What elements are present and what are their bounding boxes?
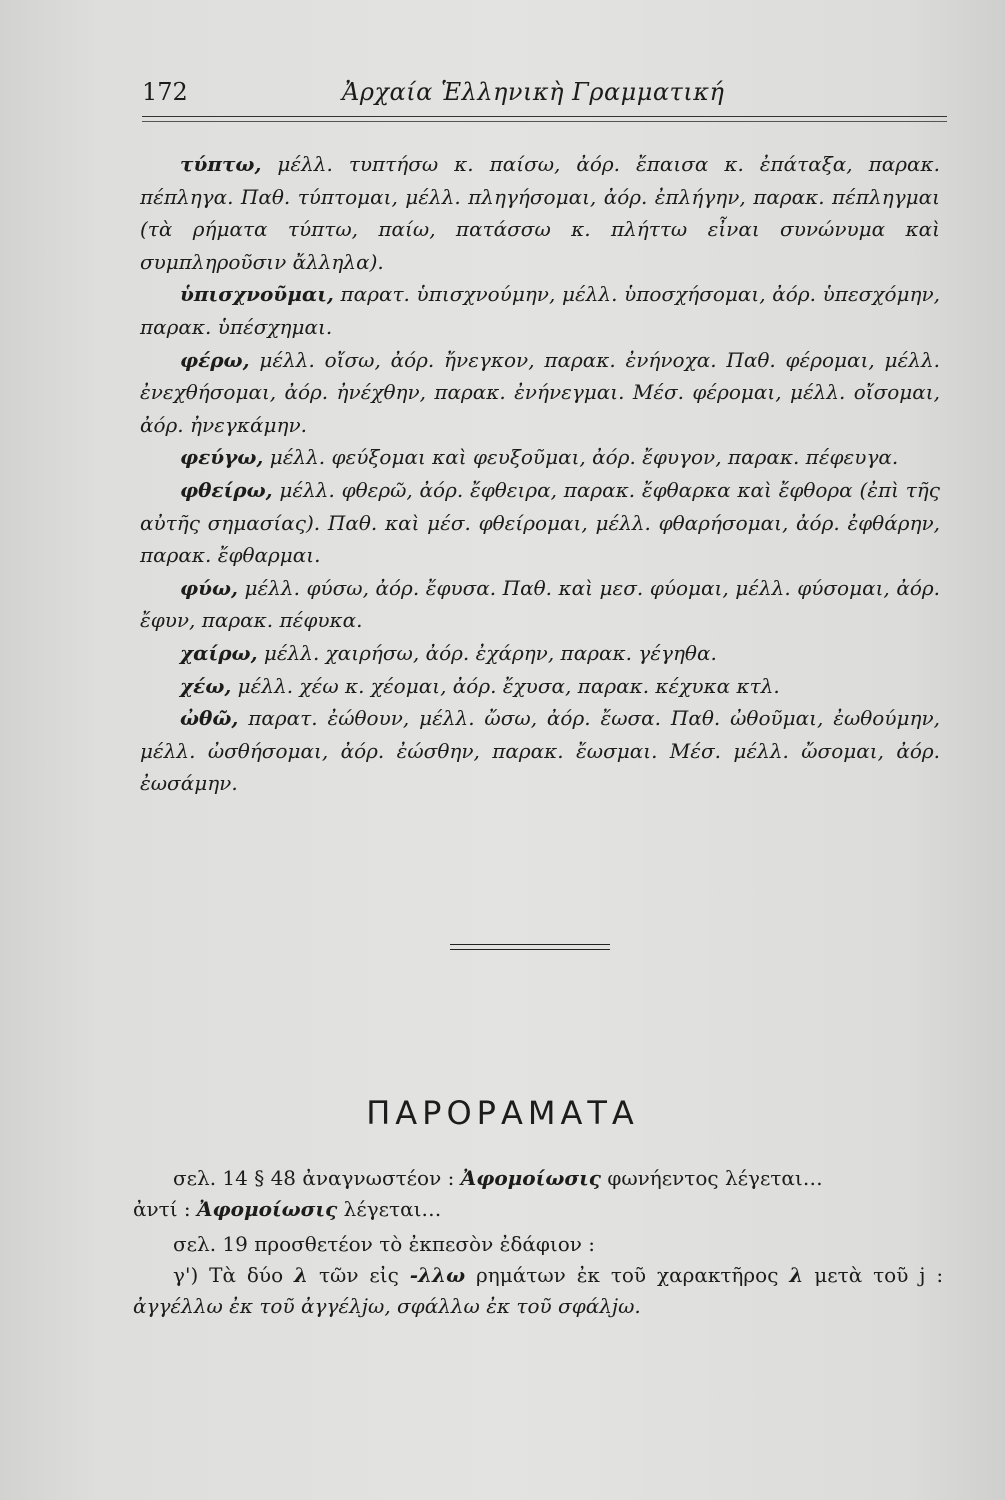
verb-headword: φύω,: [180, 575, 238, 600]
errata-item: [133, 1229, 943, 1260]
verb-entry: [140, 670, 940, 703]
verb-entry: [140, 148, 940, 278]
errata-added-paragraph: [133, 1260, 943, 1322]
verb-entry: [140, 344, 940, 442]
errata-term: Ἀφομοίωσις: [460, 1166, 601, 1190]
verb-forms: παρατ. ὑπισχνούμην, μέλλ. ὑποσχήσομαι, ἀόρ. ὑπεσχόμην, παρακ. ὑπέσχημαι.: [140, 282, 940, 339]
errata-section: [133, 1163, 943, 1322]
verb-headword: ὠθῶ,: [180, 706, 239, 731]
errata-text: ρημάτων ἐκ τοῦ χαρακτῆρος: [476, 1263, 779, 1287]
verb-forms: μέλλ. οἴσω, ἀόρ. ἤνεγκον, παρακ. ἐνήνοχα. Παθ. φέρομαι, μέλλ. ἐνεχθήσομαι, ἀόρ. ἠνέχθην, παρακ. ἐνήνεγμαι. Μέσ. φέρομαι, μέλλ. οἴσομαι, ἀόρ. ἠνεγκάμην.: [140, 347, 940, 437]
errata-term: Ἀφομοίωσις: [197, 1197, 338, 1221]
verb-headword: φέρω,: [180, 347, 250, 372]
verb-entry: [140, 702, 940, 800]
verb-forms: μέλλ. τυπτήσω κ. παίσω, ἀόρ. ἔπαισα κ. ἐπάταξα, παρακ. πέπληγα. Παθ. τύπτομαι, μέλλ. πληγήσομαι, ἀόρ. ἐπλήγην, παρακ. πέπληγμαι (τὰ ρήματα τύπτω, παίω, πατάσσω κ. πλήττω εἶναι συνώνυμα καὶ συμπληροῦσιν ἄλληλα).: [140, 152, 940, 274]
errata-letter: λ: [294, 1263, 309, 1287]
verb-entry: [140, 572, 940, 637]
verb-entry: [140, 441, 940, 474]
errata-instead: ἀντί :: [133, 1197, 191, 1221]
running-title: Ἀρχαία Ἑλληνικὴ Γραμματική: [342, 78, 725, 106]
errata-ref: σελ. 19 προσθετέον τὸ ἐκπεσὸν ἐδάφιον :: [173, 1232, 596, 1256]
verb-entry: [140, 278, 940, 343]
header-rule-secondary: [142, 121, 947, 122]
verb-forms: παρατ. ἐώθουν, μέλλ. ὤσω, ἀόρ. ἔωσα. Παθ. ὠθοῦμαι, ἐωθούμην, μέλλ. ὠσθήσομαι, ἀόρ. ἐώσθην, παρακ. ἔωσμαι. Μέσ. μέλλ. ὤσομαι, ἀόρ. ἐωσάμην.: [140, 706, 940, 796]
verb-forms: μέλλ. χαιρήσω, ἀόρ. ἐχάρην, παρακ. γέγηθα.: [257, 640, 717, 665]
verb-headword: φθείρω,: [180, 477, 273, 502]
errata-title: ΠΑΡΟΡΑΜΑΤΑ: [366, 1094, 639, 1132]
header-rule: [142, 116, 947, 117]
page-header: [142, 78, 947, 118]
section-divider: [450, 944, 610, 945]
errata-text: τῶν εἰς: [318, 1263, 399, 1287]
errata-ending: -λλω: [409, 1263, 466, 1287]
errata-text: μετὰ τοῦ j :: [814, 1263, 944, 1287]
verb-forms: μέλλ. φεύξομαι καὶ φευξοῦμαι, ἀόρ. ἔφυγον, παρακ. πέφευγα.: [263, 445, 899, 470]
errata-text: λέγεται…: [343, 1197, 442, 1221]
verb-headword: ὑπισχνοῦμαι,: [180, 282, 334, 307]
page-number: 172: [142, 78, 188, 106]
verb-headword: χέω,: [180, 673, 232, 698]
errata-letter: λ: [789, 1263, 804, 1287]
verb-headword: χαίρω,: [180, 640, 258, 665]
verb-forms: μέλλ. φθερῶ, ἀόρ. ἔφθειρα, παρακ. ἔφθαρκα καὶ ἔφθορα (ἐπὶ τῆς αὐτῆς σημασίας). Παθ. καὶ μέσ. φθείρομαι, μέλλ. φθαρήσομαι, ἀόρ. ἐφθάρην, παρακ. ἔφθαρμαι.: [140, 477, 940, 568]
section-divider-secondary: [450, 949, 610, 950]
errata-item: [133, 1163, 943, 1194]
errata-ref: σελ. 14 § 48 ἀναγνωστέον :: [173, 1166, 455, 1190]
verb-headword: τύπτω,: [180, 152, 262, 176]
verb-entry: [140, 474, 940, 572]
errata-examples: ἀγγέλλω ἐκ τοῦ ἀγγέλjω, σφάλλω ἐκ τοῦ σφάλjω.: [133, 1294, 641, 1318]
verb-entries: [140, 148, 940, 800]
errata-item-continued: [133, 1194, 943, 1225]
verb-forms: μέλλ. φύσω, ἀόρ. ἔφυσα. Παθ. καὶ μεσ. φύομαι, μέλλ. φύσομαι, ἀόρ. ἔφυν, παρακ. πέφυκα.: [140, 575, 940, 633]
errata-text: φωνήεντος λέγεται…: [607, 1166, 823, 1190]
verb-forms: μέλλ. χέω κ. χέομαι, ἀόρ. ἔχυσα, παρακ. κέχυκα κτλ.: [231, 673, 780, 698]
errata-text: γ') Τὰ δύο: [173, 1263, 284, 1287]
verb-headword: φεύγω,: [180, 445, 264, 470]
verb-entry: [140, 637, 940, 670]
